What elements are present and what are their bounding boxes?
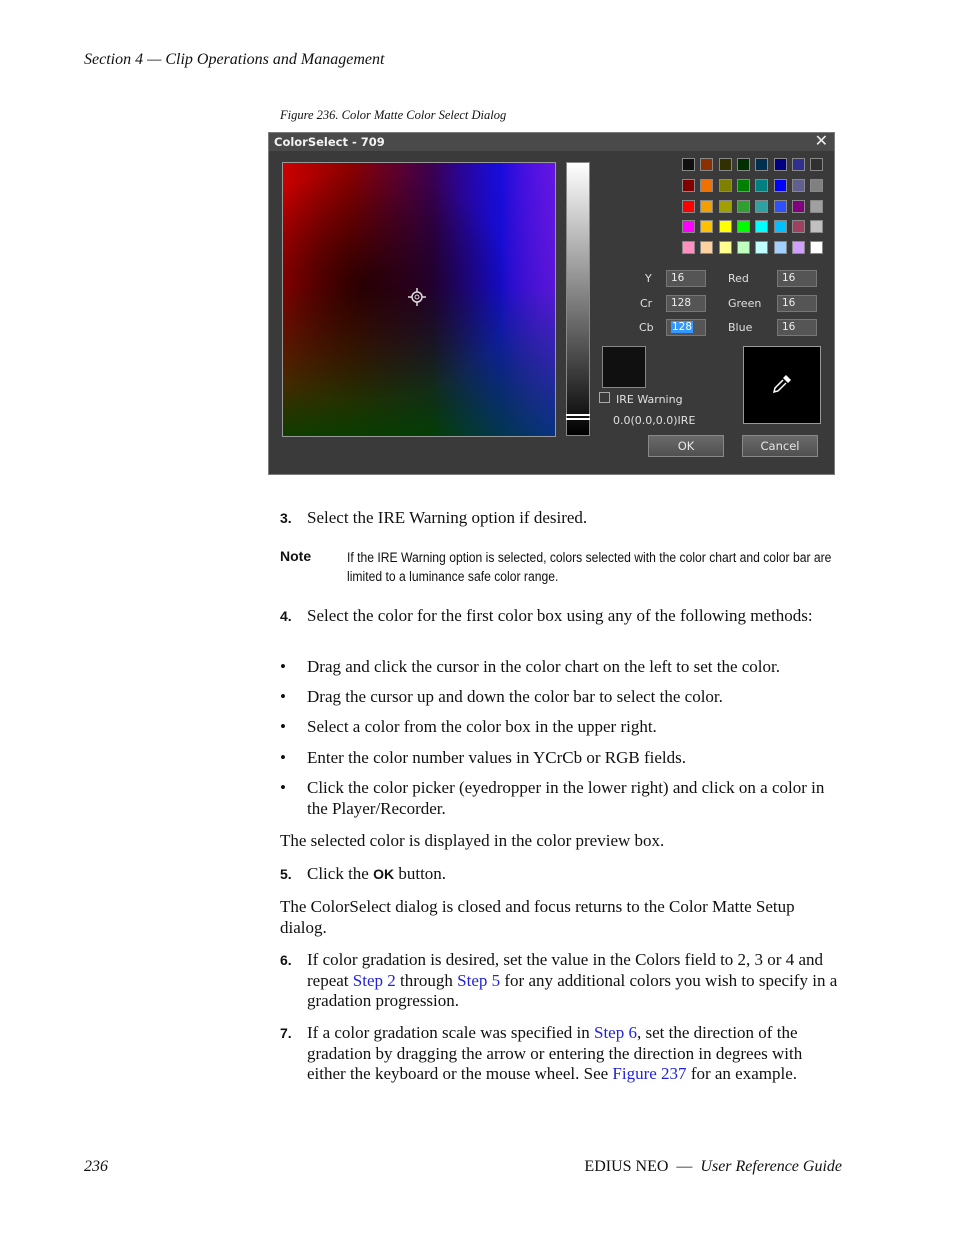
- cancel-button[interactable]: Cancel: [742, 435, 818, 457]
- color-swatch[interactable]: [810, 158, 823, 171]
- figure-caption: Figure 236. Color Matte Color Select Dialog: [280, 108, 507, 122]
- color-swatch[interactable]: [774, 158, 787, 171]
- color-swatch[interactable]: [774, 220, 787, 233]
- color-swatch[interactable]: [774, 200, 787, 213]
- color-swatch[interactable]: [792, 220, 805, 233]
- page-number: 236: [84, 1158, 108, 1175]
- y-field[interactable]: 16: [666, 270, 706, 287]
- cb-field[interactable]: 128: [666, 319, 706, 336]
- color-swatch[interactable]: [792, 200, 805, 213]
- crosshair-cursor-icon[interactable]: [408, 288, 426, 306]
- color-swatch[interactable]: [792, 241, 805, 254]
- color-swatch[interactable]: [682, 200, 695, 213]
- luminance-bar[interactable]: [566, 162, 590, 436]
- color-swatch[interactable]: [737, 158, 750, 171]
- color-swatch[interactable]: [755, 241, 768, 254]
- step-6-link[interactable]: Step 6: [594, 1023, 637, 1042]
- step-5-link[interactable]: Step 5: [457, 970, 501, 990]
- color-swatch[interactable]: [719, 241, 732, 254]
- running-header: Section 4 — Clip Operations and Management: [84, 51, 385, 68]
- color-swatch[interactable]: [755, 158, 768, 171]
- color-swatch[interactable]: [682, 158, 695, 171]
- color-picker-box[interactable]: [743, 346, 821, 424]
- color-swatch[interactable]: [719, 220, 732, 233]
- color-swatch[interactable]: [755, 200, 768, 213]
- color-swatch[interactable]: [774, 241, 787, 254]
- color-swatch[interactable]: [774, 179, 787, 192]
- color-swatch[interactable]: [755, 179, 768, 192]
- dialog-title: ColorSelect - 709: [274, 135, 385, 149]
- color-swatch[interactable]: [737, 200, 750, 213]
- blue-label: Blue: [728, 321, 753, 334]
- color-swatch[interactable]: [810, 241, 823, 254]
- y-label: Y: [645, 272, 652, 285]
- color-swatch[interactable]: [810, 220, 823, 233]
- color-swatch[interactable]: [700, 158, 713, 171]
- cr-field[interactable]: 128: [666, 295, 706, 312]
- luminance-slider-handle[interactable]: [566, 414, 590, 416]
- color-swatch[interactable]: [682, 220, 695, 233]
- color-swatch[interactable]: [682, 179, 695, 192]
- preview-paragraph: The selected color is displayed in the color preview box.: [280, 831, 665, 850]
- color-swatch[interactable]: [700, 179, 713, 192]
- color-swatch[interactable]: [700, 220, 713, 233]
- closed-paragraph: The ColorSelect dialog is closed and focus returns to the Color Matte Setup dialog.: [280, 897, 795, 937]
- color-swatch[interactable]: [700, 200, 713, 213]
- eyedropper-icon[interactable]: [771, 373, 793, 395]
- green-field[interactable]: 16: [777, 295, 817, 312]
- red-field[interactable]: 16: [777, 270, 817, 287]
- close-icon[interactable]: ✕: [814, 131, 828, 150]
- color-swatch[interactable]: [737, 179, 750, 192]
- ire-warning-checkbox[interactable]: [599, 392, 610, 403]
- colorselect-dialog: [268, 132, 835, 475]
- ire-readout: 0.0(0.0,0.0)IRE: [613, 414, 696, 427]
- footer-title: EDIUS NEO — User Reference Guide: [584, 1158, 842, 1175]
- color-swatch[interactable]: [700, 241, 713, 254]
- color-swatch[interactable]: [719, 179, 732, 192]
- blue-field[interactable]: 16: [777, 319, 817, 336]
- color-swatch[interactable]: [810, 200, 823, 213]
- color-swatch[interactable]: [719, 200, 732, 213]
- color-swatch[interactable]: [792, 158, 805, 171]
- color-preview-box: [602, 346, 646, 388]
- color-swatch[interactable]: [810, 179, 823, 192]
- color-swatch[interactable]: [792, 179, 805, 192]
- red-label: Red: [728, 272, 749, 285]
- ok-keyword: OK: [373, 866, 395, 882]
- color-chart[interactable]: [282, 162, 556, 437]
- cb-label: Cb: [639, 321, 654, 334]
- ire-warning-label: IRE Warning: [616, 393, 683, 406]
- color-swatch[interactable]: [682, 241, 695, 254]
- ok-button[interactable]: OK: [648, 435, 724, 457]
- color-swatch[interactable]: [737, 241, 750, 254]
- figure-237-link[interactable]: Figure 237: [612, 1064, 687, 1083]
- color-swatch[interactable]: [737, 220, 750, 233]
- note-label: Note: [280, 548, 312, 564]
- dialog-title-bar: [269, 133, 834, 151]
- color-swatch[interactable]: [719, 158, 732, 171]
- step-2-link[interactable]: Step 2: [352, 970, 396, 990]
- color-swatch[interactable]: [755, 220, 768, 233]
- green-label: Green: [728, 297, 762, 310]
- cr-label: Cr: [640, 297, 653, 310]
- note-text: If the IRE Warning option is selected, colors selected with the color chart and color bar are limited to a luminance safe color range.: [347, 550, 832, 584]
